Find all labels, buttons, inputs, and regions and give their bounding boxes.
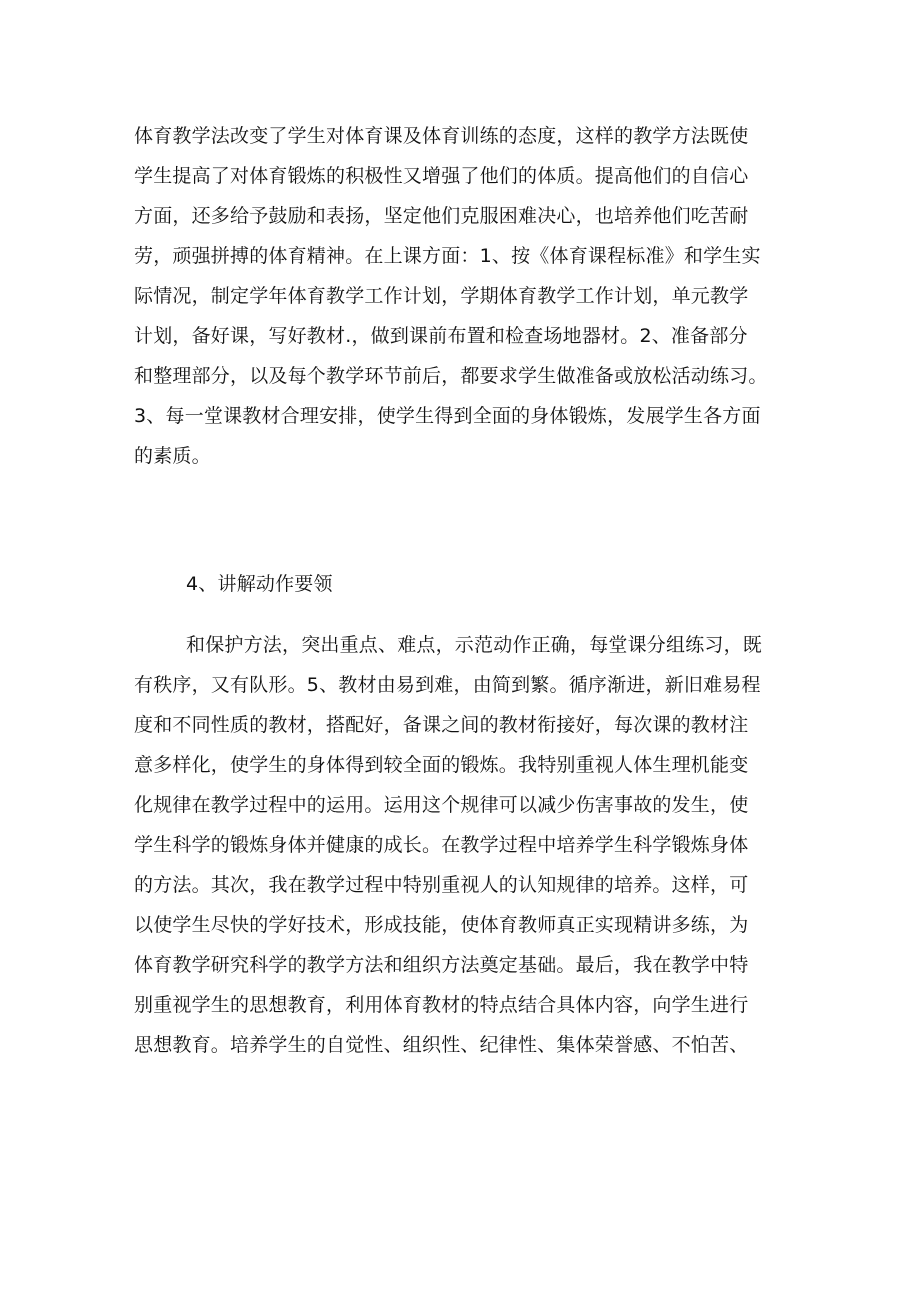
text-line: 体育教学法改变了学生对体育课及体育训练的态度，这样的教学方法既使 xyxy=(134,125,749,147)
text-line: 际情况，制定学年体育教学工作计划，学期体育教学工作计划，单元教学 xyxy=(134,285,749,307)
text-line: 3、每一堂课教材合理安排，使学生得到全面的身体锻炼，发展学生各方面 xyxy=(134,405,761,427)
text-line: 4、讲解动作要领 xyxy=(186,573,333,595)
text-line: 方面，还多给予鼓励和表扬，坚定他们克服困难决心，也培养他们吃苦耐 xyxy=(134,205,749,227)
text-line: 体育教学研究科学的教学方法和组织方法奠定基础。最后，我在教学中特 xyxy=(134,954,749,976)
text-line: 度和不同性质的教材，搭配好，备课之间的教材衔接好，每次课的教材注 xyxy=(134,714,749,736)
text-line: 的方法。其次，我在教学过程中特别重视人的认知规律的培养。这样，可 xyxy=(134,874,749,896)
text-line: 有秩序，又有队形。5、教材由易到难，由简到繁。循序渐进，新旧难易程 xyxy=(134,674,761,696)
text-line: 的素质。 xyxy=(134,445,211,467)
text-line: 劳，顽强拼搏的体育精神。在上课方面：1、按《体育课程标准》和学生实 xyxy=(134,245,761,267)
text-line: 化规律在教学过程中的运用。运用这个规律可以减少伤害事故的发生，使 xyxy=(134,794,749,816)
text-line: 意多样化，使学生的身体得到较全面的锻炼。我特别重视人体生理机能变 xyxy=(134,754,749,776)
paragraph-heading-4 xyxy=(186,564,846,604)
paragraph-teaching-attitude xyxy=(134,116,794,476)
text-line: 学生科学的锻炼身体并健康的成长。在教学过程中培养学生科学锻炼身体 xyxy=(134,834,749,856)
text-line: 学生提高了对体育锻炼的积极性又增强了他们的体质。提高他们的自信心 xyxy=(134,165,749,187)
text-line: 思想教育。培养学生的自觉性、组织性、纪律性、集体荣誉感、不怕苦、 xyxy=(134,1034,749,1056)
text-line: 和保护方法，突出重点、难点，示范动作正确，每堂课分组练习，既 xyxy=(186,634,763,656)
text-line: 计划，备好课，写好教材.，做到课前布置和检查场地器材。2、准备部分 xyxy=(134,325,748,347)
text-line: 以使学生尽快的学好技术，形成技能，使体育教师真正实现精讲多练，为 xyxy=(134,914,749,936)
paragraph-protection-methods xyxy=(134,625,794,1065)
text-line: 和整理部分，以及每个教学环节前后，都要求学生做准备或放松活动练习。 xyxy=(134,365,768,387)
text-line: 别重视学生的思想教育，利用体育教材的特点结合具体内容，向学生进行 xyxy=(134,994,749,1016)
